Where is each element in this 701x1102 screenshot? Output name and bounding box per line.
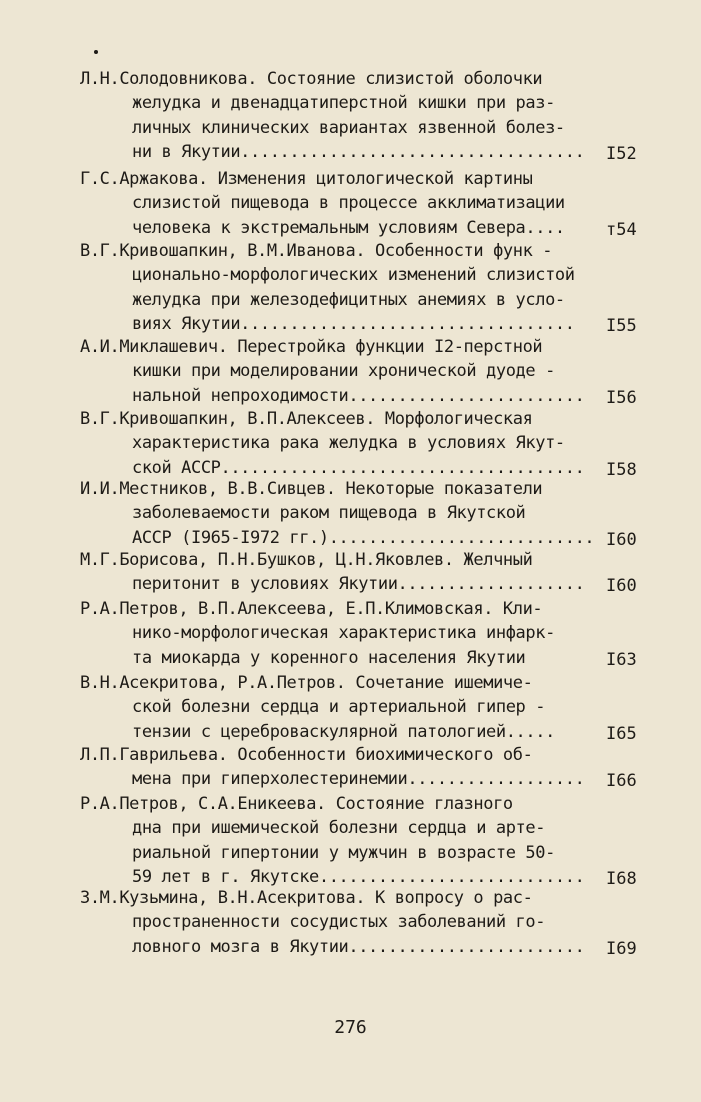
entry-page-number: I58 (606, 459, 637, 480)
entry-continuation-line: перитонит в условиях Якутии................... (132, 574, 585, 595)
entry-first-line: Л.П.Гаврильева. Особенности биохимического об- (80, 745, 533, 765)
entry-continuation-line: мена при гиперхолестеринемии.................. (132, 769, 585, 790)
stray-dot-mark (94, 50, 98, 54)
entry-continuation-line: желудка и двенадцатиперстной кишки при раз- (132, 93, 555, 114)
entry-continuation-line: личных клинических вариантах язвенной болез- (132, 117, 565, 138)
entry-first-line: И.И.Местников, В.В.Сивцев. Некоторые показатели (80, 479, 543, 499)
entry-first-line: В.Н.Асекритова, Р.А.Петров. Сочетание ишемиче- (80, 673, 533, 693)
entry-page-number: I60 (606, 576, 637, 597)
entry-continuation-line: ловного мозга в Якутии........................ (132, 936, 585, 957)
entry-page-number: I66 (606, 771, 637, 792)
entry-continuation-line: та миокарда у коренного населения Якутии (132, 647, 526, 668)
entry-continuation-line: тензии с цереброваскулярной патологией..... (132, 721, 555, 742)
entry-continuation-line: нальной непроходимости........................ (132, 385, 585, 406)
entry-first-line: Л.Н.Солодовникова. Состояние слизистой оболочки (80, 69, 543, 89)
entry-page-number: I52 (606, 143, 637, 164)
entry-page-number: I65 (606, 723, 637, 744)
entry-continuation-line: риальной гипертонии у мужчин в возрасте 50- (132, 842, 555, 863)
entry-continuation-line: желудка при железодефицитных анемиях в усло- (132, 289, 565, 310)
entry-page-number: I68 (606, 868, 637, 889)
entry-first-line: З.М.Кузьмина, В.Н.Асекритова. К вопросу о рас- (80, 888, 533, 908)
entry-continuation-line: АССР (I965-I972 гг.)........................... (132, 527, 595, 548)
entry-page-number: I55 (606, 315, 637, 336)
entry-continuation-line: ционально-морфологических изменений слизистой (132, 265, 575, 286)
entry-page-number: т54 (606, 219, 637, 240)
entry-first-line: Г.С.Аржакова. Изменения цитологической картины (80, 169, 533, 189)
entry-continuation-line: кишки при моделировании хронической дуоде - (132, 361, 555, 382)
entry-first-line: В.Г.Кривошапкин, В.П.Алексеев. Морфологическая (80, 409, 533, 429)
entry-continuation-line: нико-морфологическая характеристика инфарк- (132, 623, 555, 644)
entry-continuation-line: человека к экстремальным условиям Севера.... (132, 217, 565, 238)
entry-continuation-line: ни в Якутии................................... (132, 141, 585, 162)
entry-continuation-line: виях Якутии.................................. (132, 313, 575, 334)
entry-continuation-line: ской болезни сердца и артериальной гипер - (132, 697, 546, 718)
entry-continuation-line: ской АССР..................................... (132, 457, 585, 478)
entry-continuation-line: 59 лет в г. Якутске........................... (132, 866, 585, 887)
entry-continuation-line: характеристика рака желудка в условиях Якут- (132, 433, 565, 454)
entry-page-number: I69 (606, 938, 637, 959)
entry-page-number: I56 (606, 387, 637, 408)
entry-continuation-line: слизистой пищевода в процессе акклиматизации (132, 193, 565, 214)
entry-first-line: В.Г.Кривошапкин, В.М.Иванова. Особенности функ - (80, 241, 553, 261)
entry-continuation-line: пространенности сосудистых заболеваний го- (132, 912, 546, 933)
page-number: 276 (334, 1017, 367, 1038)
entry-first-line: А.И.Миклашевич. Перестройка функции I2-перстной (80, 337, 543, 357)
entry-continuation-line: заболеваемости раком пищевода в Якутской (132, 503, 526, 524)
entry-page-number: I63 (606, 649, 637, 670)
entry-continuation-line: дна при ишемической болезни сердца и арте- (132, 818, 546, 839)
entry-first-line: Р.А.Петров, В.П.Алексеева, Е.П.Климовская. Кли- (80, 599, 543, 619)
entry-first-line: Р.А.Петров, С.А.Еникеева. Состояние глазного (80, 794, 513, 814)
entry-page-number: I60 (606, 529, 637, 550)
entry-first-line: М.Г.Борисова, П.Н.Бушков, Ц.Н.Яковлев. Желчный (80, 550, 533, 570)
